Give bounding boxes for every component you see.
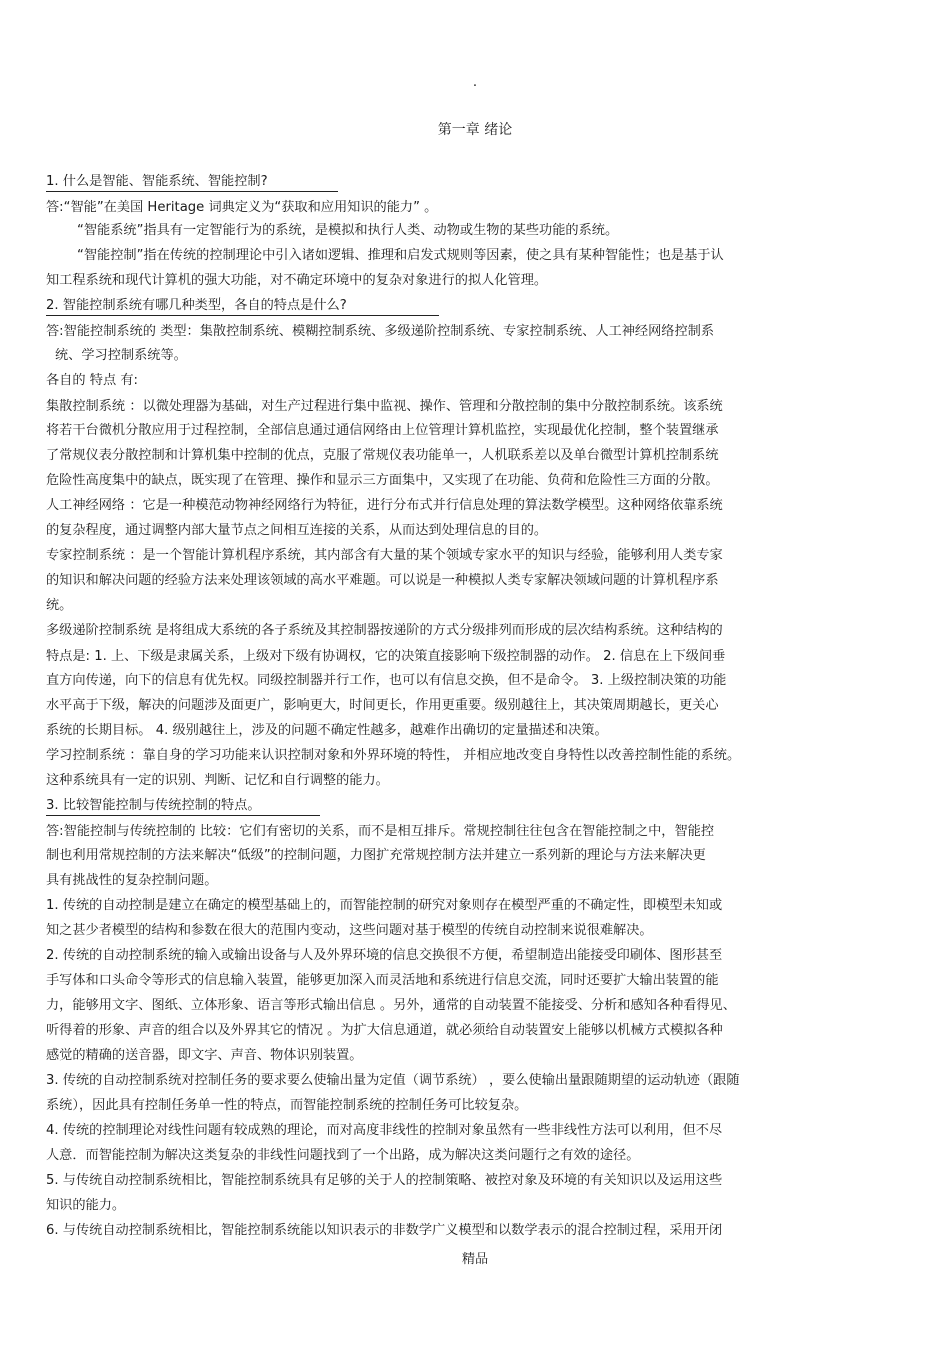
text-line: 多级递阶控制系统 是将组成大系统的各子系统及其控制器按递阶的方式分级排列而形成的层次结构系统。这种结构的 bbox=[46, 623, 723, 638]
text-line: 水平高于下级，解决的问题涉及面更广，影响更大，时间更长，作用更重要。级别越往上，其决策周期越长，更关心 bbox=[46, 698, 719, 713]
text-line: “智能控制”指在传统的控制理论中引入诸如逻辑、推理和启发式规则等因素，使之具有某种智能性；也是基于认 bbox=[77, 248, 724, 263]
text-line: 感觉的精确的送音器，即文字、声音、物体识别装置。 bbox=[46, 1048, 363, 1063]
text-line: 手写体和口头命令等形式的信息输入装置，能够更加深入而灵活地和系统进行信息交流，同时还要扩大输出装置的能 bbox=[46, 973, 719, 988]
text-line: 6. 与传统自动控制系统相比，智能控制系统能以知识表示的非数学广义模型和以数学表示的混合控制过程，采用开闭 bbox=[46, 1223, 723, 1238]
text-line: 1. 传统的自动控制是建立在确定的模型基础上的，而智能控制的研究对象则存在模型严重的不确定性，即模型未知或 bbox=[46, 898, 723, 913]
text-line: 具有挑战性的复杂控制问题。 bbox=[46, 873, 218, 888]
text-line: 系统的长期目标。 4. 级别越往上，涉及的问题不确定性越多，越难作出确切的定量描述和决策。 bbox=[46, 723, 608, 738]
text-line: 专家控制系统 ：是一个智能计算机程序系统，其内部含有大量的某个领域专家水平的知识与经验，能够利用人类专家 bbox=[46, 548, 723, 563]
text-line: 人意．而智能控制为解决这类复杂的非线性问题找到了一个出路，成为解决这类问题行之有效的途径。 bbox=[46, 1148, 640, 1163]
text-line: 力，能够用文字、图纸、立体形象、语言等形式输出信息 。另外，通常的自动装置不能接受、分析和感知各种看得见、 bbox=[46, 998, 736, 1013]
text-line: 制也利用常规控制的方法来解决“低级”的控制问题，力图扩充常规控制方法并建立一系列新的理论与方法来解决更 bbox=[46, 848, 706, 863]
text-line: 知工程系统和现代计算机的强大功能，对不确定环境中的复杂对象进行的拟人化管理。 bbox=[46, 273, 548, 288]
text-line: 知之甚少者模型的结构和参数在很大的范围内变动，这些问题对基于模型的传统自动控制来说很难解决。 bbox=[46, 923, 653, 938]
text-line: 答:智能控制系统的 类型：集散控制系统、模糊控制系统、多级递阶控制系统、专家控制系统、人工神经网络控制系 bbox=[46, 324, 715, 339]
text-line: 5. 与传统自动控制系统相比，智能控制系统具有足够的关于人的控制策略、被控对象及环境的有关知识以及运用这些 bbox=[46, 1173, 723, 1188]
chapter-title: 第一章 绪论 bbox=[437, 122, 513, 138]
text-line: 统、学习控制系统等。 bbox=[55, 348, 187, 363]
text-line: 的知识和解决问题的经验方法来处理该领域的高水平难题。可以说是一种模拟人类专家解决领域问题的计算机程序系 bbox=[46, 573, 719, 588]
text-line: 的复杂程度，通过调整内部大量节点之间相互连接的关系，从而达到处理信息的目的。 bbox=[46, 523, 548, 538]
footer-text: 精品 bbox=[461, 1252, 489, 1267]
text-line: 系统），因此具有控制任务单一性的特点，而智能控制系统的控制任务可比较复杂。 bbox=[46, 1098, 528, 1113]
text-line: 人工神经网络 ：它是一种模范动物神经网络行为特征，进行分布式并行信息处理的算法数学模型。这种网络依靠系统 bbox=[46, 498, 723, 513]
header-mark: . bbox=[472, 75, 478, 90]
text-line: 特点是: 1. 上、下级是隶属关系，上级对下级有协调权，它的决策直接影响下级控制器的动作。 2. 信息在上下级间垂 bbox=[46, 649, 726, 664]
text-line: 直方向传递，向下的信息有优先权。同级控制器并行工作，也可以有信息交换，但不是命令。 3. 上级控制决策的功能 bbox=[46, 673, 727, 688]
text-line: 4. 传统的控制理论对线性问题有较成熟的理论，而对高度非线性的控制对象虽然有一些非线性方法可以利用，但不尽 bbox=[46, 1123, 723, 1138]
text-line: 各自的 特点 有: bbox=[46, 373, 138, 388]
text-line: 集散控制系统 ：以微处理器为基础，对生产过程进行集中监视、操作、管理和分散控制的集中分散控制系统。该系统 bbox=[46, 399, 723, 414]
text-line: 学习控制系统 ：靠自身的学习功能来认识控制对象和外界环境的特性， 并相应地改变自身特性以改善控制性能的系统。 bbox=[46, 748, 741, 763]
text-line: 听得着的形象、声音的组合以及外界其它的情况 。为扩大信息通道，就必须给自动装置安上能够以机械方式模拟各种 bbox=[46, 1023, 723, 1038]
question-heading: 2. 智能控制系统有哪几种类型，各自的特点是什么? bbox=[46, 297, 439, 316]
question-heading: 1. 什么是智能、智能系统、智能控制? bbox=[46, 173, 338, 192]
text-line: 了常规仪表分散控制和计算机集中控制的优点，克服了常规仪表功能单一，人机联系差以及单台微型计算机控制系统 bbox=[46, 448, 719, 463]
text-line: 统。 bbox=[46, 598, 73, 613]
question-heading: 3. 比较智能控制与传统控制的特点。 bbox=[46, 797, 320, 816]
text-line: 3. 传统的自动控制系统对控制任务的要求要么使输出量为定值（调节系统） ，要么使输出量跟随期望的运动轨迹（跟随 bbox=[46, 1073, 740, 1088]
text-line: 知识的能力。 bbox=[46, 1198, 126, 1213]
text-line: 答:智能控制与传统控制的 比较：它们有密切的关系，而不是相互排斥。常规控制往往包含在智能控制之中，智能控 bbox=[46, 824, 715, 839]
text-line: 答:“智能”在美国 Heritage 词典定义为“获取和应用知识的能力” 。 bbox=[46, 200, 438, 215]
text-line: 将若干台微机分散应用于过程控制，全部信息通过通信网络由上位管理计算机监控，实现最优化控制，整个装置继承 bbox=[46, 423, 719, 438]
text-line: 危险性高度集中的缺点，既实现了在管理、操作和显示三方面集中，又实现了在功能、负荷和危险性三方面的分散。 bbox=[46, 473, 719, 488]
text-line: 这种系统具有一定的识别、判断、记忆和自行调整的能力。 bbox=[46, 773, 389, 788]
text-line: 2. 传统的自动控制系统的输入或输出设备与人及外界环境的信息交换很不方便，希望制造出能接受印刷体、图形甚至 bbox=[46, 948, 723, 963]
text-line: “智能系统”指具有一定智能行为的系统，是模拟和执行人类、动物或生物的某些功能的系统。 bbox=[77, 223, 619, 238]
